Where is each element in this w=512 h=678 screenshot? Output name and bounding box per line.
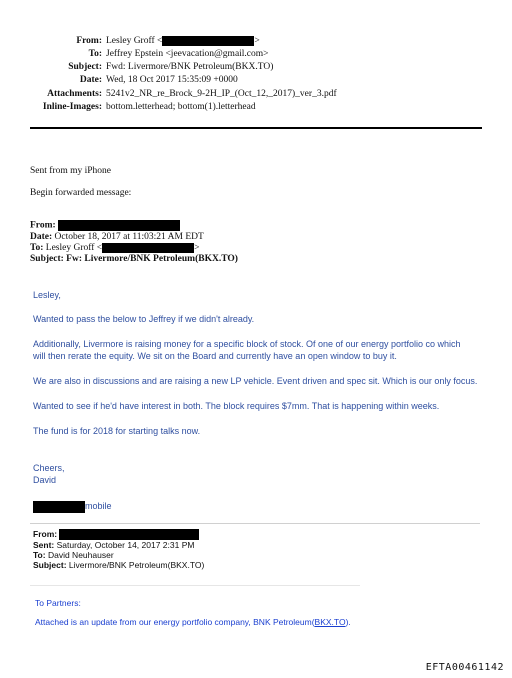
- signature-name: David: [33, 475, 57, 485]
- inner-to-label: To:: [33, 550, 46, 560]
- fw-date-row: [30, 232, 204, 243]
- ticker-link[interactable]: BKX.TO: [314, 617, 346, 627]
- fw-subject-value: Fw: Livermore/BNK Petroleum(BKX.TO): [66, 254, 238, 264]
- fw-to-value: Lesley Groff < >: [45, 243, 200, 254]
- paragraph-2-line-1: Additionally, Livermore is raising money for a specific block of stock. Of one of our energy portfolio co which: [33, 339, 461, 349]
- mobile-line: [33, 500, 112, 513]
- header-divider: [30, 127, 482, 129]
- fw-to-label: To:: [30, 243, 44, 254]
- inner-subject-row: [33, 560, 204, 570]
- inner-subject-value: Livermore/BNK Petroleum(BKX.TO): [68, 560, 205, 570]
- fw-from-label: From:: [30, 220, 56, 231]
- paragraph-4: Wanted to see if he'd have interest in both. The block requires $7mm. That is happening within weeks.: [33, 401, 440, 411]
- inner-sub-divider: [30, 585, 360, 586]
- header-to-row: [0, 48, 512, 60]
- update-line: [35, 617, 351, 627]
- header-to-value: Jeffrey Epstein <jeevacation@gmail.com>: [106, 49, 269, 59]
- inner-to-value: David Neuhauser: [47, 550, 114, 560]
- attachment-link[interactable]: 5241v2_NR_re_Brock_9-2H_IP_(Oct_12,_2017)_ver_3.pdf: [106, 89, 337, 99]
- sent-from-text: Sent from my iPhone: [30, 166, 112, 176]
- closing: Cheers,: [33, 463, 65, 473]
- redaction-block: [162, 36, 254, 46]
- inner-sent-row: [33, 540, 194, 550]
- header-date-value: Wed, 18 Oct 2017 15:35:09 +0000: [106, 75, 238, 85]
- paragraph-3: We are also in discussions and are raising a new LP vehicle. Event driven and spec sit. Which is our only focus.: [33, 376, 478, 386]
- to-partners: To Partners:: [35, 598, 81, 608]
- header-inline-row: [0, 101, 512, 113]
- inner-divider: [30, 523, 480, 524]
- paragraph-1: Wanted to pass the below to Jeffrey if we didn't already.: [33, 314, 255, 324]
- header-from-row: [0, 35, 512, 47]
- greeting: Lesley,: [33, 290, 61, 300]
- header-date-row: [0, 74, 512, 86]
- header-date-label: Date:: [79, 75, 102, 85]
- header-inline-label: Inline-Images:: [42, 102, 102, 112]
- header-from-value: Lesley Groff < >: [106, 36, 260, 46]
- header-from-label: From:: [76, 36, 102, 46]
- redaction-block: [33, 501, 85, 513]
- fw-subject-label: Subject:: [30, 254, 64, 264]
- fw-date-label: Date:: [30, 232, 53, 242]
- document-id: EFTA00461142: [425, 662, 504, 673]
- redaction-block: [102, 243, 194, 253]
- redaction-block: [59, 529, 199, 540]
- header-subject-row: [0, 61, 512, 73]
- update-end: ).: [345, 617, 351, 627]
- inner-from-row: [33, 529, 199, 540]
- mobile-label: mobile: [85, 501, 112, 511]
- fw-from-row: [30, 220, 180, 232]
- inner-from-label: From:: [33, 529, 58, 539]
- fw-to-row: [30, 243, 200, 254]
- header-subject-label: Subject:: [68, 62, 102, 72]
- fw-subject-row: [30, 254, 238, 265]
- inner-sent-value: Saturday, October 14, 2017 2:31 PM: [56, 540, 195, 550]
- fw-date-value: October 18, 2017 at 11:03:21 AM EDT: [54, 232, 204, 242]
- paragraph-2-line-2: will then rerate the equity. We sit on the Board and currently have an open window to buy it.: [33, 351, 397, 361]
- header-to-label: To:: [88, 49, 102, 59]
- redaction-block: [58, 220, 180, 231]
- inner-subject-label: Subject:: [33, 560, 67, 570]
- inner-to-row: [33, 550, 114, 560]
- header-inline-value: bottom.letterhead; bottom(1).letterhead: [106, 102, 256, 112]
- header-attachments-row: [0, 88, 512, 100]
- header-attachments-label: Attachments:: [47, 89, 102, 99]
- inner-sent-label: Sent:: [33, 540, 55, 550]
- paragraph-5: The fund is for 2018 for starting talks now.: [33, 426, 201, 436]
- begin-forwarded-text: Begin forwarded message:: [30, 188, 132, 198]
- header-subject-value: Fwd: Livermore/BNK Petroleum(BKX.TO): [106, 62, 274, 72]
- update-text: Attached is an update from our energy portfolio company, BNK Petroleum(: [35, 617, 315, 627]
